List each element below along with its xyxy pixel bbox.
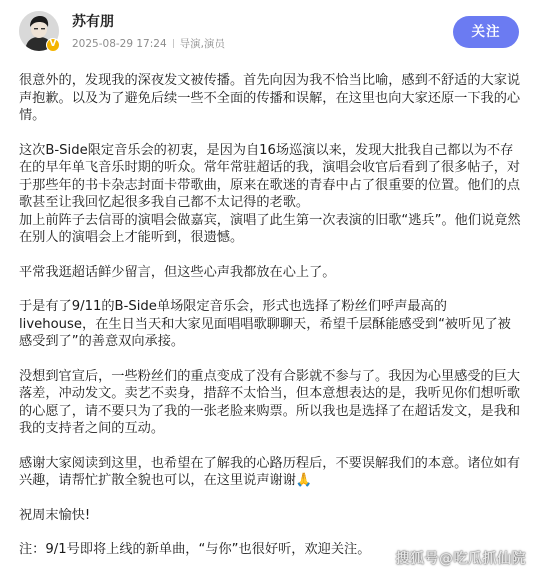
meta-divider [173,39,174,48]
paragraph-gap [19,438,523,455]
paragraph-gap [19,351,523,368]
post-meta [72,37,225,51]
paragraph-weekend: 祝周末愉快! [19,507,91,523]
verified-badge-icon: V [46,38,60,52]
paragraph-origin: 这次B-Side限定音乐会的初衷，是因为自16场巡演以来，发现大批我自己都以为不存在的早年单飞音乐时期的听众。常年常驻超话的我，演唱会收官后看到了很多帖子，对于那些年的书卡杂志封面卡带歌曲，原来在歌迷的青春中占了很重要的位置。他们的点歌甚至让我回忆起很多我自己都不太记得的老歌。 [19,142,521,210]
username[interactable]: 苏有朋 [72,14,114,30]
post-timestamp: 2025-08-29 17:24 [72,38,167,50]
paragraph-gap [19,490,523,507]
paragraph-apology: 很意外的，发现我的深夜发文被传播。首先向因为我不恰当比喻，感到不舒适的大家说声抱歉。以及为了避免后续一些不全面的传播和误解，在这里也向大家还原一下我的心情。 [19,73,521,123]
paragraph-thanks: 感谢大家阅读到这里，也希望在了解我的心路历程后，不要误解我们的本意。诸位如有兴趣，请帮忙扩散全貌也可以，在这里说声谢谢🙏 [19,455,521,488]
paragraph-supertopic: 平常我逛超话鲜少留言，但这些心声我都放在心上了。 [19,264,336,280]
user-tags: 导演,演员 [179,38,225,50]
paragraph-gap [19,247,523,264]
post-header [0,0,534,62]
paragraph-guest-show: 加上前阵子去信哥的演唱会做嘉宾，演唱了此生第一次表演的旧歌“逃兵”。他们说竟然在别人的演唱会上才能听到，很遗憾。 [19,212,521,245]
paragraph-gap [19,524,523,541]
paragraph-note: 注：9/1号即将上线的新单曲，“与你”也很好听，欢迎关注。 [19,542,371,557]
paragraph-explanation: 没想到官宣后，一些粉丝们的重点变成了没有合影就不参与了。我因为心里感受的巨大落差，冲动发文。卖艺不卖身，措辞不太恰当，但本意想表达的是，我听见你们想听歌的心愿了，请不要只为了我的一张老脸来购票。所以我也是选择了在超话发文，是我和我的支持者之间的互动。 [19,368,521,436]
follow-button[interactable]: 关注 [453,16,519,48]
watermark: 搜狐号@吃瓜抓仙院 [395,551,526,567]
paragraph-gap [19,125,523,142]
paragraph-concert: 于是有了9/11的B-Side单场限定音乐会，形式也选择了粉丝们呼声最高的livehouse，在生日当天和大家见面唱唱歌聊聊天，希望千层酥能感受到“被听见了被感受到了”的善意双向承接。 [19,299,511,349]
paragraph-gap [19,281,523,298]
post-body [19,72,523,559]
